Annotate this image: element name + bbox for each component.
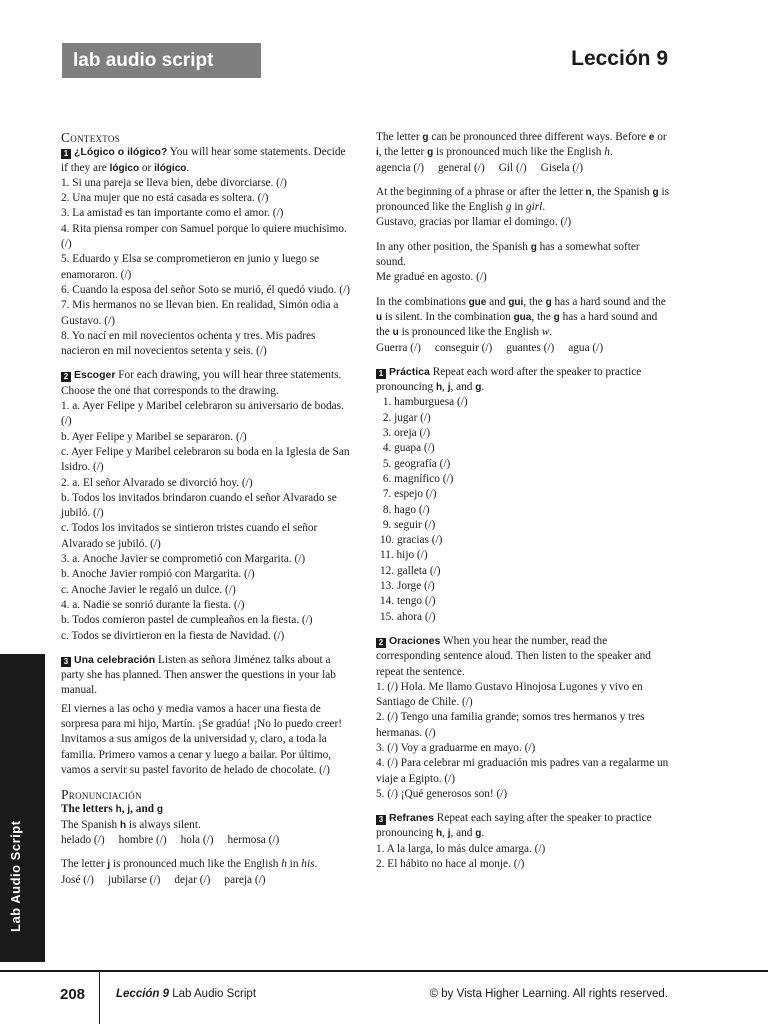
list-item: b. Todos comieron pastel de cumpleaños en la fiesta. (/) bbox=[61, 614, 313, 627]
activity-2-instructions bbox=[61, 368, 353, 399]
instruction-text: Listen as señora Jiménez talks about a party she has planned. Then answer the questions in your lab manual. bbox=[61, 653, 336, 697]
activity-title: Refranes bbox=[389, 812, 434, 825]
list-item: 11. hijo (/) bbox=[380, 549, 428, 562]
letter: h bbox=[115, 804, 122, 816]
letter: u bbox=[376, 311, 383, 323]
rule-text: . bbox=[314, 858, 318, 871]
rule-text: is pronounced like the English bbox=[376, 185, 670, 214]
copyright: © by Vista Higher Learning. All rights reserved. bbox=[429, 988, 668, 1000]
example-word: agua (/) bbox=[568, 341, 604, 354]
activity-number: 2 bbox=[61, 372, 71, 382]
rule-text: is always silent. bbox=[126, 818, 201, 831]
italic-word: his bbox=[301, 858, 315, 871]
activity-title: Oraciones bbox=[389, 634, 441, 647]
footer-section bbox=[116, 988, 256, 1000]
activity-3-passage: El viernes a las ocho y media vamos a hacer una fiesta de sorpresa para mi hijo, Martín. ¡Se gradúa! ¡No lo puedo creer! Invitamos a sus amigos de la universidad y, claro, a toda la familia. Primero vamos a cenar y luego a bailar. Por último, vamos a servir su pastel favorito de helado de chocolate. (/) bbox=[61, 702, 343, 776]
instruction-text: , bbox=[442, 381, 448, 394]
list-item: 5. geografía (/) bbox=[380, 457, 451, 470]
left-column bbox=[61, 130, 353, 888]
practice-2-items bbox=[376, 680, 672, 802]
list-item: c. Todos los invitados se sintieron tristes cuando el señor Alvarado se jubiló. (/) bbox=[61, 522, 318, 550]
g1-example-words bbox=[376, 161, 672, 176]
list-item: 1. (/) Hola. Me llamo Gustavo Hinojosa Lugones y vivo en Santiago de Chile. (/) bbox=[376, 680, 643, 709]
italic-letter: h bbox=[281, 858, 287, 871]
g4-example-words bbox=[376, 341, 672, 356]
practice-2-instructions bbox=[376, 634, 672, 680]
page-number: 208 bbox=[60, 986, 86, 1003]
practice-3-instructions bbox=[376, 811, 672, 842]
rule-text: in bbox=[286, 858, 302, 871]
rule-text: In the combinations bbox=[376, 295, 469, 308]
list-item: c. Todos se divirtieron en la fiesta de Navidad. (/) bbox=[61, 629, 285, 642]
example-word: agencia (/) bbox=[376, 161, 424, 174]
activity-2-items bbox=[61, 399, 353, 644]
rule-text: can be pronounced three different ways. Before bbox=[428, 131, 649, 143]
example-word: dejar (/) bbox=[174, 873, 211, 886]
list-item: 5. (/) ¡Qué generosos son! (/) bbox=[376, 787, 508, 800]
rule-text: or bbox=[654, 131, 667, 143]
example-word: helado (/) bbox=[61, 834, 105, 847]
instruction-text: or bbox=[139, 161, 155, 174]
instruction-text: For each drawing, you will hear three statements. Choose the one that corresponds to the drawing. bbox=[61, 369, 342, 397]
list-item: 3. oreja (/) bbox=[380, 427, 431, 440]
letter: g bbox=[530, 241, 537, 253]
list-item: 3. a. Anoche Javier se comprometió con Margarita. (/) bbox=[61, 553, 306, 566]
activity-number: 2 bbox=[376, 638, 386, 648]
g2-example: Gustavo, gracias por llamar el domingo. (/) bbox=[376, 216, 572, 229]
list-item: 8. hago (/) bbox=[380, 503, 430, 516]
activity-1-instructions bbox=[61, 145, 353, 176]
rule-text: , the bbox=[531, 310, 554, 323]
footer-rule bbox=[0, 970, 768, 972]
activity-number: 1 bbox=[376, 369, 386, 379]
rule-text: . bbox=[609, 146, 613, 159]
right-column bbox=[376, 130, 672, 872]
pronunciation-subtitle bbox=[61, 802, 353, 817]
rule-text: in bbox=[511, 201, 526, 214]
italic-letter: h bbox=[604, 146, 610, 159]
example-word: conseguir (/) bbox=[434, 341, 493, 354]
example-word: José (/) bbox=[61, 873, 94, 886]
letter: j bbox=[127, 804, 131, 816]
instruction-text: , and bbox=[450, 827, 476, 840]
letter: e bbox=[648, 132, 655, 143]
practice-3-items bbox=[376, 842, 672, 873]
instruction-text: . bbox=[481, 827, 485, 840]
instruction-text: Repeat each saying after the speaker to practice pronouncing bbox=[376, 812, 652, 840]
activity-number: 3 bbox=[61, 657, 71, 667]
instruction-text: Repeat each word after the speaker to practice pronouncing bbox=[376, 365, 642, 394]
list-item: 1. A la larga, lo más dulce amarga. (/) bbox=[376, 842, 546, 855]
instruction-text: . bbox=[186, 161, 190, 174]
letter-group: gua bbox=[513, 311, 532, 323]
list-item: 4. a. Nadie se sonrió durante la fiesta. (/) bbox=[61, 598, 245, 611]
list-item: b. Anoche Javier rompió con Margarita. (/) bbox=[61, 568, 255, 581]
rule-text: The letter bbox=[61, 858, 108, 871]
rule-text: is silent. In the combination bbox=[382, 310, 514, 323]
rule-text: is pronounced like the English bbox=[398, 326, 542, 339]
example-word: hola (/) bbox=[180, 834, 214, 847]
letter: g bbox=[475, 828, 482, 840]
rule-text: The Spanish bbox=[61, 818, 120, 831]
instruction-text: , bbox=[442, 827, 448, 840]
list-item: 5. Eduardo y Elsa se comprometieron en junio y luego se enamoraron. (/) bbox=[61, 253, 320, 281]
letter: u bbox=[392, 327, 399, 339]
rule-text: , the letter bbox=[378, 146, 428, 159]
letter: g bbox=[652, 186, 659, 198]
rule-text: , the bbox=[523, 295, 546, 308]
rule-text: has a hard sound and the bbox=[551, 295, 666, 308]
example-word: Guerra (/) bbox=[376, 341, 421, 354]
instruction-text: You will hear some statements. Decide if they are bbox=[61, 146, 346, 174]
list-item: 10. gracias (/) bbox=[380, 534, 443, 547]
rule-text: At the beginning of a phrase or after the letter bbox=[376, 185, 586, 198]
g3-example: Me gradué en agosto. (/) bbox=[376, 271, 487, 284]
letter: h bbox=[120, 819, 127, 831]
list-item: 4. Rita piensa romper con Samuel porque lo quiere muchísimo. (/) bbox=[61, 222, 347, 251]
letter-group: gui bbox=[508, 296, 524, 308]
italic-letter: g bbox=[505, 201, 512, 214]
list-item: 8. Yo nací en mil novecientos ochenta y tres. Mis padres nacieron en mil novecientos setenta y seis. (/) bbox=[61, 329, 316, 358]
activity-title: ¿Lógico o ilógico? bbox=[74, 146, 168, 159]
activity-1-items bbox=[61, 176, 353, 360]
side-tab-label: Lab Audio Script bbox=[8, 820, 23, 932]
letter: g bbox=[545, 296, 552, 308]
list-item: 2. a. El señor Alvarado se divorció hoy. (/) bbox=[61, 476, 253, 489]
subtitle-text: The letters bbox=[61, 803, 116, 816]
list-item: 2. Una mujer que no está casada es soltera. (/) bbox=[61, 192, 269, 205]
footer-section-label: Lab Audio Script bbox=[169, 988, 257, 1000]
g-rule-2 bbox=[376, 185, 672, 216]
letter: i bbox=[376, 147, 379, 159]
list-item: 6. Cuando la esposa del señor Soto se murió, él quedó viudo. (/) bbox=[61, 283, 350, 296]
list-item: c. Ayer Felipe y Maribel celebraron su boda en la Iglesia de San Isidro. (/) bbox=[61, 445, 350, 474]
instruction-text: . bbox=[481, 381, 485, 394]
h-rule bbox=[61, 818, 353, 833]
list-item: b. Todos los invitados brindaron cuando el señor Alvarado se jubiló. (/) bbox=[61, 491, 337, 520]
section-title-pronunciacion: Pronunciación bbox=[61, 787, 142, 803]
footer-lesson: Lección 9 bbox=[116, 988, 170, 1000]
list-item: 2. (/) Tengo una familia grande; somos tres hermanos y tres hermanas. (/) bbox=[376, 711, 645, 739]
list-item: 9. seguir (/) bbox=[380, 518, 436, 531]
j-rule bbox=[61, 857, 353, 872]
rule-text: has a hard sound and the bbox=[376, 310, 658, 339]
rule-text: . bbox=[542, 201, 546, 214]
italic-letter: w bbox=[541, 326, 550, 339]
letter: g bbox=[475, 382, 482, 394]
list-item: 2. jugar (/) bbox=[380, 411, 431, 424]
letter: h bbox=[435, 382, 443, 394]
list-item: 1. Si una pareja se lleva bien, debe divorciarse. (/) bbox=[61, 176, 287, 189]
activity-number: 3 bbox=[376, 815, 386, 825]
instruction-text: When you hear the number, read the corresponding sentence aloud. Then listen to the speaker and repeat the sentence. bbox=[376, 634, 651, 678]
j-example-words bbox=[61, 873, 353, 888]
header-label: lab audio script bbox=[73, 50, 214, 71]
example-word: hermosa (/) bbox=[227, 834, 280, 847]
example-word: Gisela (/) bbox=[540, 161, 584, 174]
activity-3-instructions bbox=[61, 653, 353, 699]
letter: h bbox=[435, 828, 443, 840]
activity-title: Práctica bbox=[389, 365, 430, 378]
list-item: c. Anoche Javier le regaló un dulce. (/) bbox=[61, 583, 236, 596]
list-item: 1. hamburguesa (/) bbox=[380, 396, 468, 409]
letter: j bbox=[107, 859, 111, 871]
letter: g bbox=[427, 147, 434, 159]
list-item: 7. Mis hermanos no se llevan bien. En realidad, Simón odia a Gustavo. (/) bbox=[61, 299, 339, 327]
list-item: 7. espejo (/) bbox=[380, 488, 437, 501]
header-label-box bbox=[62, 43, 261, 78]
lesson-title: Lección 9 bbox=[571, 47, 668, 70]
instruction-text: , and bbox=[450, 381, 476, 394]
g-rule-4 bbox=[376, 295, 672, 341]
example-word: hombre (/) bbox=[118, 834, 167, 847]
letter: g bbox=[553, 311, 560, 323]
list-item: 4. (/) Para celebrar mi graduación mis padres van a regalarme un viaje a Egipto. (/) bbox=[376, 757, 669, 785]
keyword: lógico bbox=[109, 162, 140, 174]
example-word: guantes (/) bbox=[506, 341, 555, 354]
rule-text: and bbox=[486, 295, 509, 308]
example-word: pareja (/) bbox=[224, 873, 266, 886]
activity-title: Escoger bbox=[74, 369, 116, 382]
example-word: Gil (/) bbox=[498, 161, 527, 174]
rule-text: In any other position, the Spanish bbox=[376, 240, 531, 253]
rule-text: , the Spanish bbox=[591, 185, 653, 198]
example-word: general (/) bbox=[437, 161, 485, 174]
list-item: 3. (/) Voy a graduarme en mayo. (/) bbox=[376, 741, 536, 754]
list-item: 12. galleta (/) bbox=[380, 564, 441, 577]
keyword: ilógico bbox=[154, 162, 187, 174]
activity-number: 1 bbox=[61, 149, 71, 159]
footer-divider bbox=[99, 972, 100, 1024]
list-item: 1. a. Ayer Felipe y Maribel celebraron su aniversario de bodas. (/) bbox=[61, 400, 344, 428]
practice-1-instructions bbox=[376, 365, 672, 396]
letter: j bbox=[447, 382, 451, 394]
list-item: b. Ayer Felipe y Maribel se separaron. (/) bbox=[61, 430, 247, 443]
list-item: 13. Jorge (/) bbox=[380, 580, 435, 593]
list-item: 3. La amistad es tan importante como el amor. (/) bbox=[61, 207, 284, 220]
rule-text: has a somewhat softer sound. bbox=[376, 240, 640, 269]
rule-text: is pronounced much like the English bbox=[110, 858, 282, 871]
italic-word: girl bbox=[525, 201, 543, 214]
activity-title: Una celebración bbox=[74, 653, 156, 666]
g-rule-3 bbox=[376, 240, 672, 271]
list-item: 15. ahora (/) bbox=[380, 610, 436, 623]
letter: g bbox=[422, 132, 429, 143]
rule-text: is pronounced much like the English bbox=[433, 146, 605, 159]
letter-group: gue bbox=[468, 296, 487, 308]
example-word: jubilarse (/) bbox=[107, 873, 161, 886]
list-item: 14. tengo (/) bbox=[380, 595, 436, 608]
list-item: 4. guapa (/) bbox=[380, 442, 435, 455]
subtitle-text: , and bbox=[130, 803, 157, 816]
list-item: 2. El hábito no hace al monje. (/) bbox=[376, 858, 525, 871]
h-example-words bbox=[61, 833, 353, 848]
subtitle-text: , bbox=[121, 803, 128, 816]
rule-text: The letter bbox=[376, 131, 423, 143]
list-item: 6. magnífico (/) bbox=[380, 472, 454, 485]
g-rule-1 bbox=[376, 130, 672, 161]
rule-text: . bbox=[549, 326, 553, 339]
letter: n bbox=[585, 186, 592, 198]
practice-1-items bbox=[376, 395, 672, 624]
letter: g bbox=[156, 804, 163, 816]
letter: j bbox=[447, 828, 451, 840]
section-title-contextos: Contextos bbox=[61, 130, 121, 145]
